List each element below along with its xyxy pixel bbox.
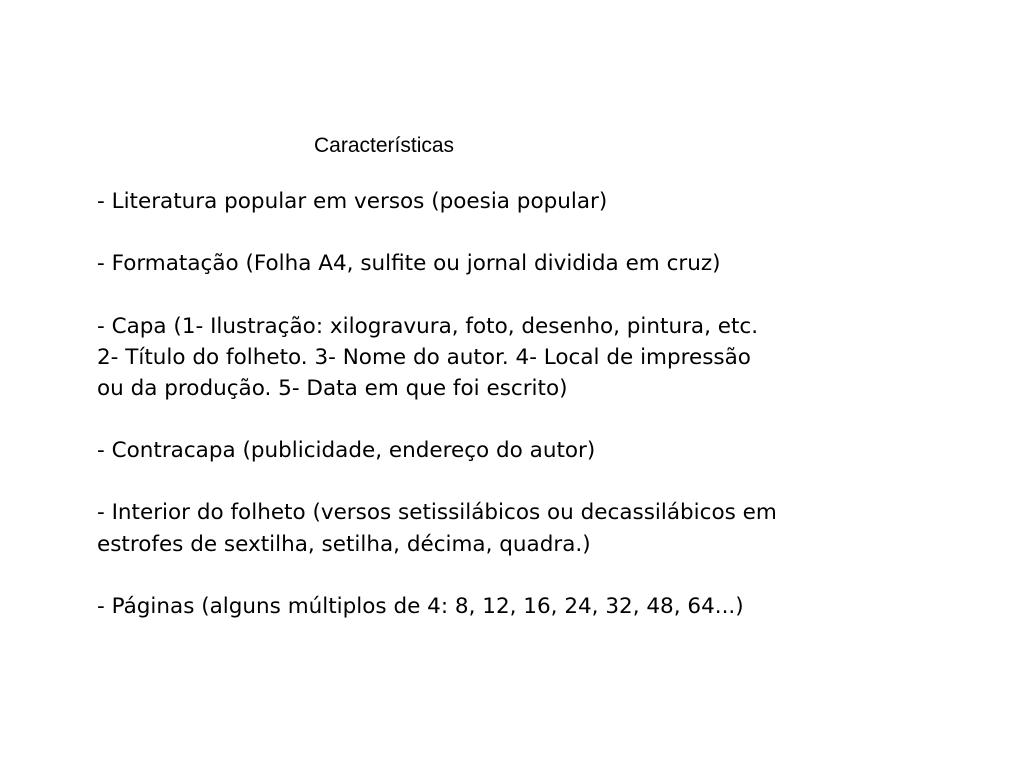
bullet-line: - Contracapa (publicidade, endereço do autor) bbox=[97, 438, 596, 463]
bullet-line: estrofes de sextilha, setilha, décima, quadra.) bbox=[97, 532, 591, 557]
bullet-line: - Capa (1- Ilustração: xilogravura, foto, desenho, pintura, etc. bbox=[97, 314, 759, 339]
bullet-line: - Literatura popular em versos (poesia popular) bbox=[97, 189, 608, 214]
bullet-line: - Interior do folheto (versos setissilábicos ou decassilábicos em bbox=[97, 500, 777, 525]
bullet-line: - Formatação (Folha A4, sulfite ou jornal dividida em cruz) bbox=[97, 251, 721, 276]
bullet-line: 2- Título do folheto. 3- Nome do autor. 4- Local de impressão bbox=[97, 345, 751, 370]
bullet-line: - Páginas (alguns múltiplos de 4: 8, 12, 16, 24, 32, 48, 64...) bbox=[97, 594, 744, 619]
bullet-line: ou da produção. 5- Data em que foi escrito) bbox=[97, 376, 568, 401]
slide-title: Características bbox=[314, 134, 455, 157]
